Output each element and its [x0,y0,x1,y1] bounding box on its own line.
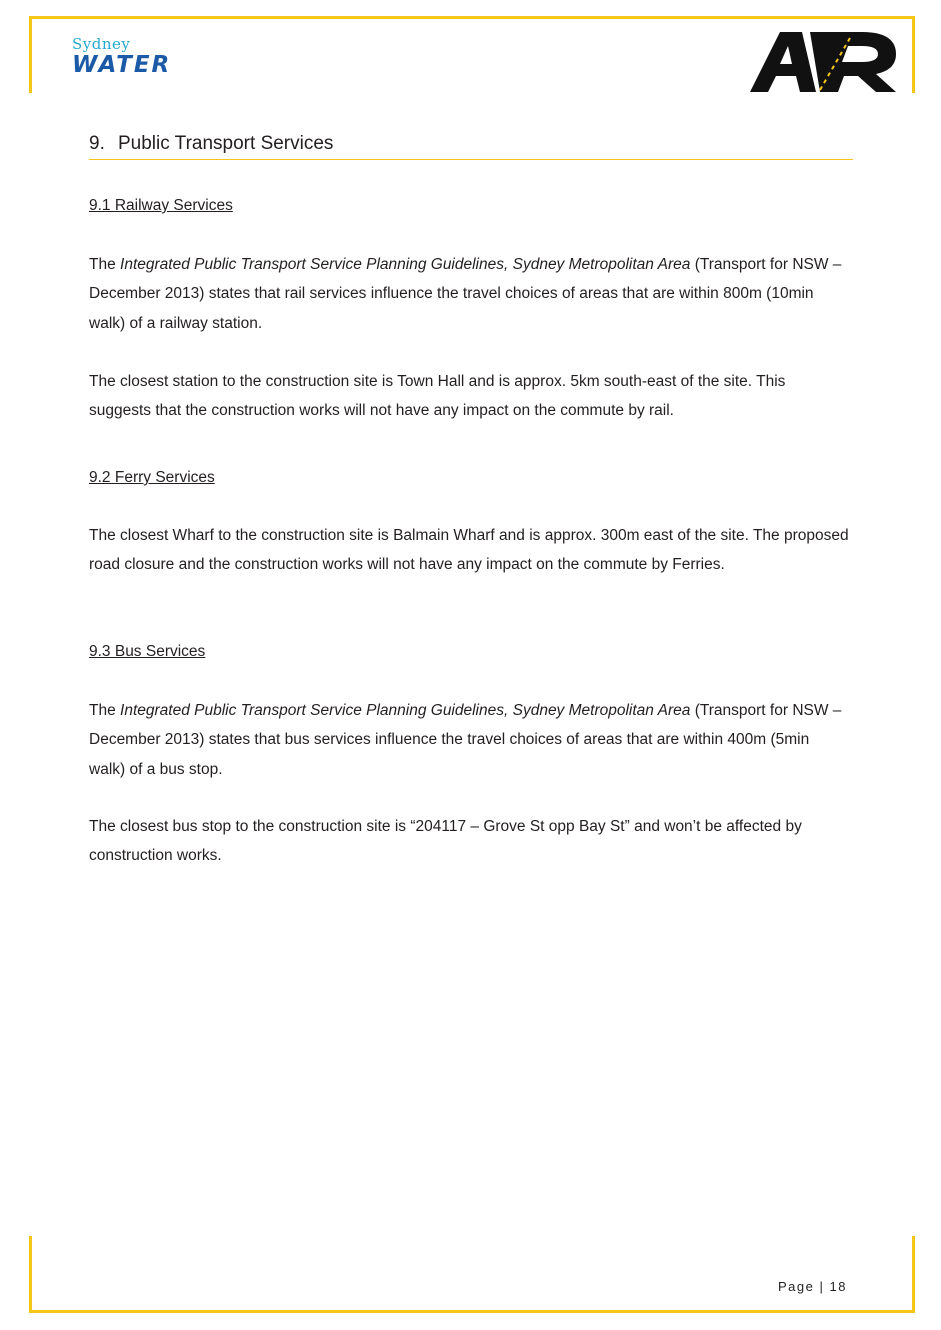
sydney-water-logo-line2: WATER [72,52,172,78]
section-number: 9. [89,133,105,154]
page-frame-bottom [29,1236,915,1313]
subheading-railway: 9.1 Railway Services [89,197,233,214]
paragraph-bus-closest-stop: The closest bus stop to the construction site is “204117 – Grove St opp Bay St” and won’t be affected by construction works. [89,818,802,865]
ar-logo [750,30,898,94]
sydney-water-logo [72,36,171,78]
page-number: Page | 18 [778,1279,847,1294]
subheading-ferry: 9.2 Ferry Services [89,469,215,486]
guidelines-title: Integrated Public Transport Service Planning Guidelines, Sydney Metropolitan Area [120,702,691,719]
paragraph-railway-guidelines [89,250,849,338]
sydney-water-logo-line1: Sydney [72,35,131,53]
paragraph-text: (Transport for NSW – December 2013) states that rail services influence the travel choices of areas that are within 800m (10min walk) of a railway station. [89,256,842,332]
guidelines-title: Integrated Public Transport Service Planning Guidelines, Sydney Metropolitan Area [120,256,691,273]
paragraph-text: The [89,702,121,719]
section-heading [89,133,853,160]
paragraph-text: (Transport for NSW – December 2013) states that bus services influence the travel choices of areas that are within 400m (5min walk) of a bus stop. [89,702,842,778]
paragraph-ferry-closest-wharf: The closest Wharf to the construction site is Balmain Wharf and is approx. 300m east of the site. The proposed road closure and the construction works will not have any impact on the commute by Ferries. [89,527,849,574]
paragraph-railway-closest-station: The closest station to the construction site is Town Hall and is approx. 5km south-east of the site. This suggests that the construction works will not have any impact on the commute by rail. [89,373,786,420]
paragraph-text: The [89,256,121,273]
paragraph-bus-guidelines [89,696,849,784]
subheading-bus: 9.3 Bus Services [89,643,206,660]
section-title: Public Transport Services [118,133,334,154]
